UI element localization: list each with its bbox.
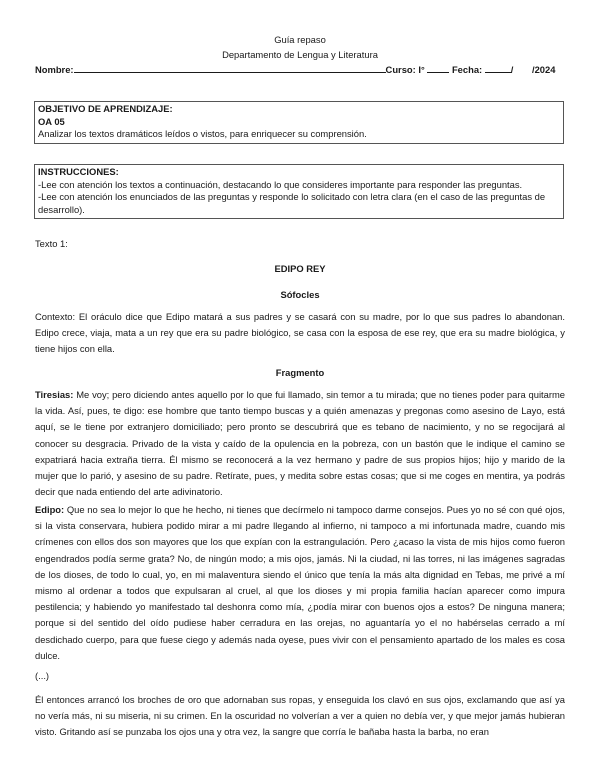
instructions-box — [34, 164, 564, 219]
tiresias-speech: Me voy; pero diciendo antes aquello por lo que fui llamado, sin temor a tu mirada; que no tienes poder para quitarme la vida. Así, pues, te digo: ese hombre que tanto tiempo buscas y a quién amenazas y pregonas como asesino de Layo, está aquí, se le tiene por extranjero domiciliado; pero pronto se descubrirá que es tebano de nacimiento, y no se regocijará al conocer su desgracia. Privado de la vista y caído de la opulencia en la pobreza, con un bastón que le indique el camino se expatriará hacia extraña tierra. Él mismo se reconocerá a la vez hermano y padre de sus propios hijos; hijo y marido de la mujer que lo parió, y asesino de su padre. Retírate, pues, y medita sobre estas cosas; que si me coges en mentira, ya podrás decir que nada entiendo del arte adivinatorio. — [35, 389, 565, 498]
edipo-speech: Que no sea lo mejor lo que he hecho, ni tienes que decírmelo ni tampoco darme consejos. Pues yo no sé con qué ojos, si la vista conservara, hubiera podido mirar a mi padre llegando al infierno, ni tampoco a mi infortunada madre, cuando mis crímenes con ellos dos son mayores que los que expían con la estrangulación. Pero ¿acaso la vista de mis hijos como fueron engendrados podía serme grata? No, de ningún modo; a mis ojos, jamás. Ni la ciudad, ni las torres, ni las imágenes sagradas de los dioses, de todo lo cual, yo, en mi malaventura siendo el único que tenía la más alta dignidad en Tebas, me privé a mí mismo al ordenar a todos que expulsaran al cruel, al que los dioses y mi propia familia hacían aparecer como impura pestilencia; y habiendo yo manifestado tal deshonra como mía, ¿podía mirar con buenos ojos a estos? De ninguna manera; porque si del sentido del oído pudiese haber cerradura en las orejas, no aguantaría yo el no habérselas cerrado a mí desdichado cuerpo, para que fuese ciego y además nada oyese, pues vivir con el pensamiento apartado de los males es cosa dulce. — [35, 504, 565, 661]
name-label: Nombre: — [35, 64, 74, 75]
instruction-item: -Lee con atención los textos a continuación, destacando lo que consideres importante para responder las preguntas. — [38, 178, 523, 190]
date-separator: / — [510, 64, 514, 75]
objective-text: Analizar los textos dramáticos leídos o vistos, para enriquecer su comprensión. — [38, 128, 367, 139]
student-info-row — [35, 63, 565, 75]
text-label: Texto 1: — [35, 238, 68, 249]
course-field[interactable] — [427, 63, 449, 73]
date-day-field[interactable] — [485, 63, 511, 73]
speaker-edipo: Edipo: — [35, 504, 65, 515]
instruction-item: -Lee con atención los enunciados de las preguntas y responde lo solicitado con letra clara (en el caso de las preguntas de desarrollo). — [38, 191, 546, 215]
fragment-title: Fragmento — [275, 367, 325, 378]
date-label: Fecha: — [451, 64, 483, 75]
instructions-title: INSTRUCCIONES: — [38, 166, 119, 177]
objective-code: OA 05 — [38, 115, 65, 127]
speaker-tiresias: Tiresias: — [35, 389, 74, 400]
course-label: Curso: I° — [385, 64, 425, 75]
work-title: EDIPO REY — [274, 263, 326, 274]
tiresias-paragraph — [35, 387, 565, 500]
header-title: Guía repaso — [274, 34, 326, 45]
context-paragraph: Contexto: El oráculo dice que Edipo matará a sus padres y se casará con su madre, por lo que sus padres lo abandonan. Edipo crece, viaja, mata a un rey que era su padre biológico, se casa con la esposa de ese rey, que era su madre biológica, y tiene hijos con ella. — [35, 311, 565, 355]
narration-paragraph: Él entonces arrancó los broches de oro que adornaban sus ropas, y enseguida los clavó en sus ojos, exclamando que así ya no vería más, ni su miseria, ni su crimen. En la oscuridad no volverían a ver a quien no debía ver, y que mejor jamás hubieran visto. Gritando así se punzaba los ojos una y otra vez, la sangre que corría le bañaba hasta la barba, no eran — [35, 694, 565, 738]
ellipsis: (...) — [35, 670, 50, 681]
objective-box — [34, 101, 564, 144]
edipo-paragraph — [35, 502, 565, 664]
date-year: /2024 — [531, 64, 556, 75]
objective-title: OBJETIVO DE APRENDIZAJE: — [38, 103, 173, 114]
header-department: Departamento de Lengua y Literatura — [222, 49, 378, 60]
name-field[interactable] — [74, 63, 386, 73]
work-author: Sófocles — [280, 289, 320, 300]
